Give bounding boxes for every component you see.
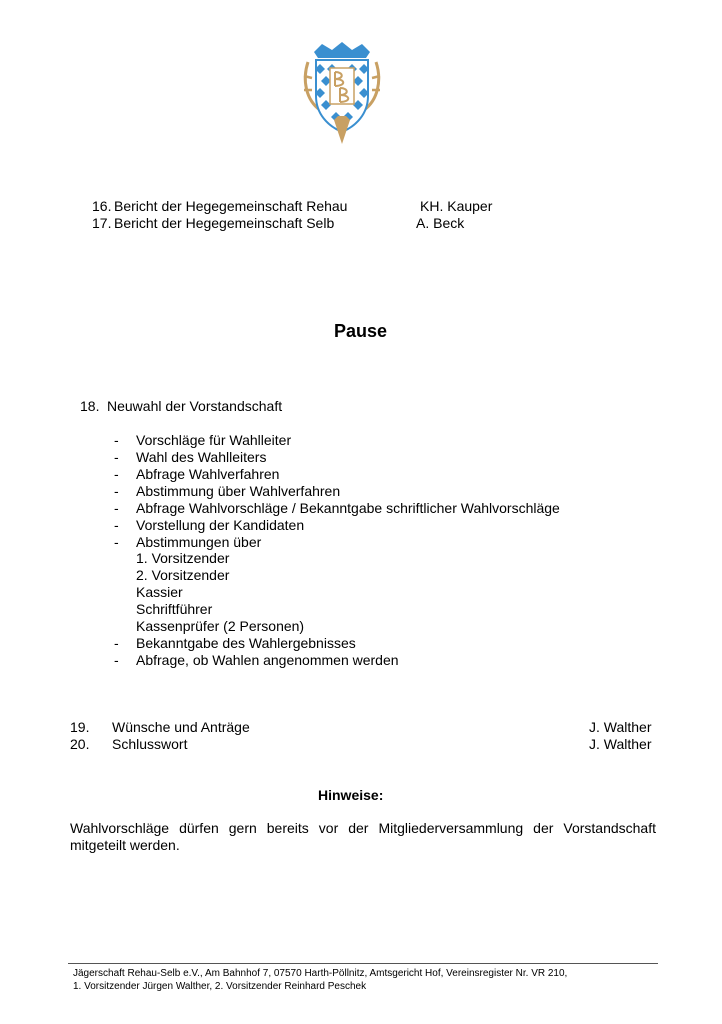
hinweise-paragraph: Wahlvorschläge dürfen gern bereits vor der Mitgliederversammlung der Vorstandschaft mitgeteilt werden. [70,820,656,853]
agenda-item-20-text: Schlusswort [112,736,188,752]
hinweise-heading: Hinweise: [318,787,384,803]
agenda-item-16-person: KH. Kauper [420,198,493,214]
agenda-item-20-number: 20. [70,736,90,752]
vote-position: Schriftführer [136,601,213,617]
agenda-item-20-person: J. Walther [589,736,652,752]
list-item: Bekanntgabe des Wahlergebnisses [136,635,356,651]
jaegerschaft-crest-icon [300,40,384,148]
vote-position: 2. Vorsitzender [136,567,230,583]
agenda-item-17-text: Bericht der Hegegemeinschaft Selb [114,215,335,231]
footer-line-2: 1. Vorsitzender Jürgen Walther, 2. Vorsitzender Reinhard Peschek [73,981,367,992]
list-item: Abfrage, ob Wahlen angenommen werden [136,652,399,668]
agenda-item-18-text: Neuwahl der Vorstandschaft [107,398,283,414]
agenda-item-19-person: J. Walther [589,719,652,735]
footer-divider [68,963,658,964]
list-dash: - [114,500,119,516]
list-dash: - [114,449,119,465]
agenda-item-17-person: A. Beck [416,215,465,231]
list-item: Abstimmungen über [136,534,262,550]
list-item: Vorstellung der Kandidaten [136,517,305,533]
agenda-item-18-number: 18. [80,398,100,414]
vote-position: 1. Vorsitzender [136,550,230,566]
agenda-item-17-number: 17. [92,215,112,231]
vote-position: Kassenprüfer (2 Personen) [136,618,305,634]
footer-line-1: Jägerschaft Rehau-Selb e.V., Am Bahnhof 7, 07570 Harth-Pöllnitz, Amtsgericht Hof, Vereinsregister Nr. VR 210, [73,968,568,979]
agenda-item-16-text: Bericht der Hegegemeinschaft Rehau [114,198,348,214]
list-dash: - [114,517,119,533]
list-dash: - [114,652,119,668]
list-dash: - [114,483,119,499]
agenda-item-19-text: Wünsche und Anträge [112,719,250,735]
list-dash: - [114,534,119,550]
list-dash: - [114,432,119,448]
list-item: Wahl des Wahlleiters [136,449,267,465]
list-item: Abfrage Wahlverfahren [136,466,280,482]
list-dash: - [114,466,119,482]
agenda-item-16-number: 16. [92,198,112,214]
list-dash: - [114,635,119,651]
pause-heading: Pause [334,321,388,341]
agenda-item-19-number: 19. [70,719,90,735]
list-item: Vorschläge für Wahlleiter [136,432,292,448]
list-item: Abstimmung über Wahlverfahren [136,483,341,499]
list-item: Abfrage Wahlvorschläge / Bekanntgabe schriftlicher Wahlvorschläge [136,500,560,516]
vote-position: Kassier [136,584,183,600]
